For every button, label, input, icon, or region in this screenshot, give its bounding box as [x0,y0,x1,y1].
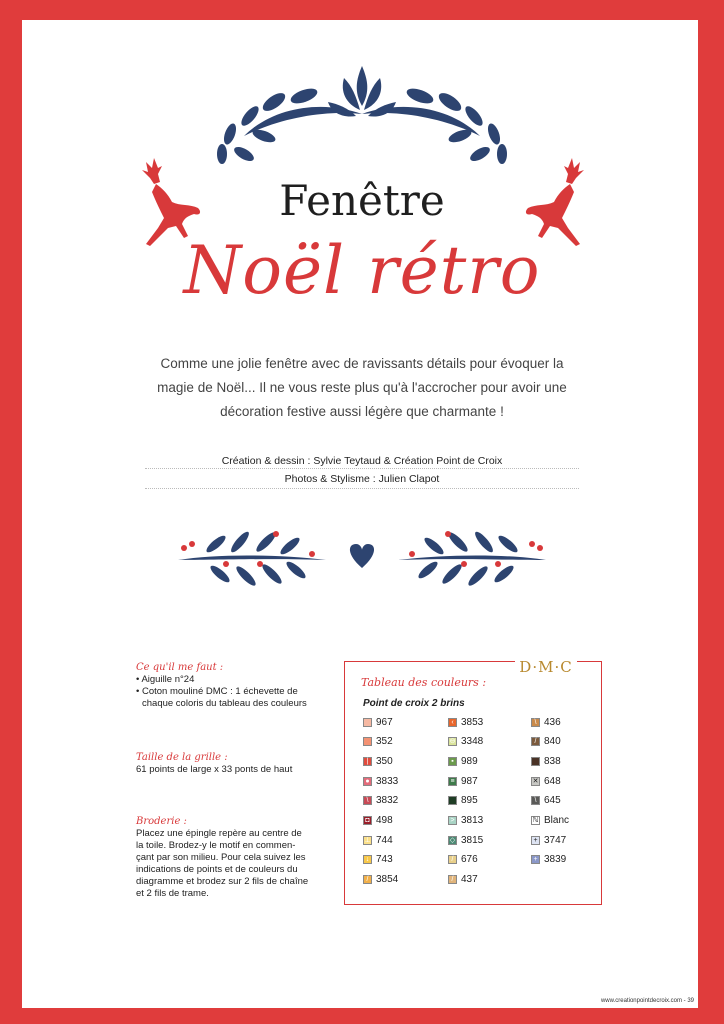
thread-code: 3833 [376,775,399,787]
embroidery-line: la toile. Brodez-y le motif en commen- [136,840,296,851]
thread-item [448,716,483,728]
thread-code: 3839 [544,854,567,866]
color-swatch-icon: / [363,875,372,884]
color-swatch-icon: ‹ [448,718,457,727]
thread-item [448,854,478,866]
embroidery-section [136,816,326,900]
thread-code: 437 [461,874,478,886]
thread-code: 3813 [461,815,484,826]
color-swatch-icon [363,737,372,746]
top-leaf-ornament-icon [204,66,520,176]
thread-item [363,795,398,807]
thread-code: Blanc [544,815,570,826]
color-swatch-icon: | [363,757,372,766]
thread-item [448,755,478,767]
title-line1: Fenêtre [279,176,445,225]
color-swatch-icon: ▪ [448,757,457,766]
thread-code: 838 [544,755,561,767]
color-swatch-icon [448,796,457,805]
thread-code: 744 [376,834,393,846]
thread-item [531,854,566,866]
grid-text: 61 points de large x 33 ponts de haut [136,764,293,775]
thread-code: 676 [461,854,478,866]
color-swatch-icon: / [448,855,457,864]
embroidery-line: Placez une épingle repère au centre de [136,828,302,839]
materials-item: • Aiguille n°24 [136,674,195,685]
thread-code: 436 [544,716,561,728]
thread-item [448,775,478,787]
thread-code: 3832 [376,795,399,807]
color-swatch-icon: ⊥ [364,836,371,844]
grid-section [136,752,326,776]
embroidery-heading: Broderie : [136,816,187,827]
materials-item: • Coton mouliné DMC : 1 échevette de [136,686,298,697]
thread-code: 648 [544,775,561,787]
color-swatch-icon: ◇ [449,836,456,844]
footer: www.creationpointdecroix.com - 39 [600,998,694,1004]
color-swatch-icon: ℕ [532,817,539,824]
thread-code: 743 [376,854,393,866]
dmc-logo: D·M·C [515,658,577,678]
thread-item [363,874,398,886]
materials-section [136,662,326,710]
color-swatch-icon [363,718,372,727]
table-heading: Tableau des couleurs : [361,676,487,689]
intro-line: Comme une jolie fenêtre avec de ravissants détails pour évoquer la [160,356,564,371]
color-swatch-icon: + [531,836,540,845]
color-swatch-icon: / [448,875,457,884]
table-subheading: Point de croix 2 brins [363,698,465,709]
thread-code: 3853 [461,716,484,728]
divider [145,488,579,489]
color-swatch-icon [531,757,540,766]
materials-item: chaque coloris du tableau des couleurs [142,698,307,709]
color-swatch-icon: ● [363,777,372,786]
title-line2: Noël rétro [183,232,541,309]
embroidery-line: et 2 fils de trame. [136,888,209,899]
color-swatch-icon: \ [363,796,372,805]
color-swatch-icon: ✕ [532,777,539,785]
thread-code: 989 [461,755,478,767]
thread-code: 987 [461,775,478,787]
thread-item [448,795,478,807]
thread-item [448,874,478,886]
intro-line: magie de Noël... Il ne vous reste plus qu'à l'accrocher pour avoir une [157,380,567,395]
materials-heading: Ce qu'il me faut : [136,662,224,673]
thread-item [531,755,561,767]
grid-heading: Taille de la grille : [136,752,228,763]
thread-item [363,854,393,866]
thread-code: 350 [376,755,393,767]
thread-item [363,775,398,787]
thread-code: 967 [376,716,393,728]
color-swatch-icon: ◘ [363,816,372,825]
thread-item [363,755,393,767]
thread-code: 645 [544,795,561,807]
thread-code: 498 [376,815,393,826]
thread-item [363,815,393,827]
color-swatch-icon: ≡ [448,777,457,786]
color-swatch-icon: / [531,737,540,746]
thread-item [363,834,393,846]
color-swatch-icon: \ [531,718,540,727]
thread-code: 3815 [461,834,484,846]
intro-text [140,352,584,424]
thread-item [531,775,561,787]
color-swatch-icon: \ [531,796,540,805]
thread-item [363,736,393,748]
embroidery-line: çant par son milieu. Pour cela suivez les [136,852,306,863]
credits-photos: Photos & Stylisme : Julien Clapot [284,473,440,485]
thread-item [531,815,569,827]
branch-heart-ornament-icon [176,524,548,592]
color-swatch-icon: + [531,855,540,864]
thread-item [448,834,483,846]
thread-code: 3747 [544,834,567,846]
thread-code: 895 [461,795,478,807]
thread-item [448,736,483,748]
thread-item [531,716,561,728]
color-swatch-icon: > [448,816,457,825]
thread-item [363,716,393,728]
thread-item [531,795,561,807]
thread-code: 352 [376,736,393,748]
thread-code: 840 [544,736,561,748]
embroidery-line: indications de points et de couleurs du [136,864,298,875]
thread-code: 3348 [461,736,484,748]
color-swatch-icon: ↓ [363,855,372,864]
thread-code: 3854 [376,874,399,886]
thread-item [531,834,566,846]
thread-item [531,736,561,748]
divider [145,468,579,469]
intro-line: décoration festive aussi légère que charmante ! [220,404,504,419]
embroidery-line: diagramme et brodez sur 2 fils de chaîne [136,876,309,887]
thread-item [448,815,483,827]
credits-creation: Création & dessin : Sylvie Teytaud & Création Point de Croix [221,455,503,467]
color-table [344,658,602,905]
color-swatch-icon: ⊖ [449,738,456,746]
